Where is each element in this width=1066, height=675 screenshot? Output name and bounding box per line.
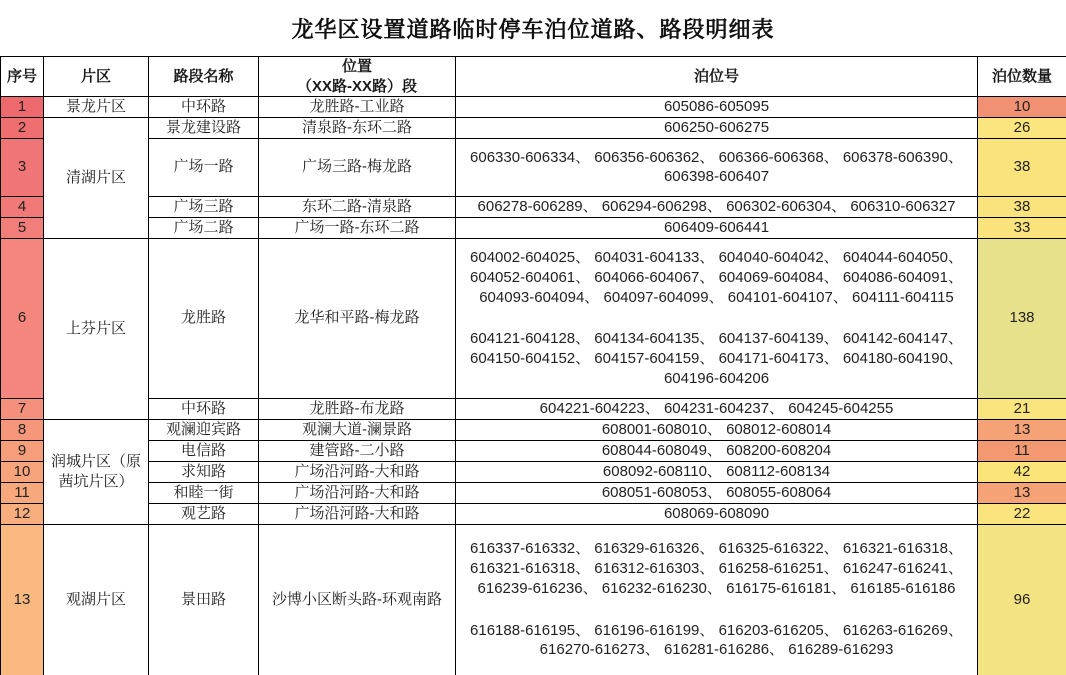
berth-count-cell: 22 [978,503,1066,524]
berth-numbers-cell [456,217,978,238]
seq-cell: 8 [1,419,44,440]
berth-count-cell: 38 [978,138,1066,196]
page-title: 龙华区设置道路临时停车泊位道路、路段明细表 [291,16,775,42]
berth-count-cell: 11 [978,440,1066,461]
location-cell: 东环二路-清泉路 [259,196,456,217]
berth-numbers-cell [456,482,978,503]
berth-numbers-cell [456,238,978,398]
location-cell: 清泉路-东环二路 [259,117,456,138]
berth-range-paragraph: 608001-608010、 608012-608014 [601,420,832,438]
berth-numbers-cell [456,503,978,524]
berth-count-cell: 33 [978,217,1066,238]
seq-cell: 9 [1,440,44,461]
table-row [1,440,1066,461]
berth-count-cell: 138 [978,238,1066,398]
location-cell: 广场一路-东环二路 [259,217,456,238]
seq-cell: 11 [1,482,44,503]
table-row [1,398,1066,419]
berth-numbers-cell [456,440,978,461]
col-header-road: 路段名称 [149,57,259,97]
berth-range-paragraph: 606330-606334、 606356-606362、 606366-606368、 606378-606390、 606398-606407 [470,148,963,186]
road-cell: 电信路 [149,440,259,461]
berth-range-paragraph: 608092-608110、 608112-608134 [602,462,831,480]
col-header-count: 泊位数量 [978,57,1066,97]
road-cell: 龙胜路 [149,238,259,398]
berth-range-paragraph: 608044-608049、 608200-608204 [601,441,832,459]
area-cell: 润城片区（原茜坑片区） [44,419,149,524]
berth-range-paragraph: 604121-604128、 604134-604135、 604137-604139、 604142-604147、 604150-604152、 604157-604159、 604171-604173、 604180-604190、 604196-604206 [470,330,963,387]
berth-numbers-cell [456,97,978,118]
table-row [1,524,1066,675]
seq-cell: 10 [1,461,44,482]
berth-range-paragraph: 606409-606441 [663,218,770,236]
road-cell: 观艺路 [149,503,259,524]
seq-cell: 2 [1,117,44,138]
table-row [1,238,1066,398]
road-cell: 景田路 [149,524,259,675]
location-cell: 龙华和平路-梅龙路 [259,238,456,398]
table-row [1,461,1066,482]
parking-berth-table [0,56,1066,675]
area-cell: 清湖片区 [44,117,149,238]
berth-numbers-cell [456,117,978,138]
seq-cell: 12 [1,503,44,524]
berth-count-cell: 13 [978,419,1066,440]
seq-cell: 6 [1,238,44,398]
berth-numbers-cell [456,138,978,196]
seq-cell: 3 [1,138,44,196]
area-cell: 上芬片区 [44,238,149,419]
road-cell: 广场三路 [149,196,259,217]
location-cell: 广场沿河路-大和路 [259,461,456,482]
berth-count-cell: 96 [978,524,1066,675]
area-cell: 景龙片区 [44,97,149,118]
location-cell: 沙博小区断头路-环观南路 [259,524,456,675]
berth-count-cell: 13 [978,482,1066,503]
location-cell: 广场沿河路-大和路 [259,482,456,503]
road-cell: 中环路 [149,398,259,419]
location-cell: 龙胜路-工业路 [259,97,456,118]
table-row [1,503,1066,524]
berth-range-paragraph: 606250-606275 [663,118,770,136]
seq-cell: 13 [1,524,44,675]
table-row [1,138,1066,196]
berth-count-cell: 38 [978,196,1066,217]
table-row [1,117,1066,138]
table-row [1,97,1066,118]
col-header-location-line1: 位置 [341,58,372,75]
table-row [1,482,1066,503]
col-header-location [259,57,456,97]
location-cell: 广场沿河路-大和路 [259,503,456,524]
berth-range-paragraph: 616188-616195、 616196-616199、 616203-616205、 616263-616269、 616270-616273、 616281-616286、 616289-616293 [470,621,963,659]
berth-count-cell: 10 [978,97,1066,118]
area-cell: 观湖片区 [44,524,149,675]
location-cell: 观澜大道-澜景路 [259,419,456,440]
berth-range-paragraph: 606278-606289、 606294-606298、 606302-606304、 606310-606327 [477,197,956,215]
road-cell: 广场一路 [149,138,259,196]
seq-cell: 4 [1,196,44,217]
location-cell: 建管路-二小路 [259,440,456,461]
berth-numbers-cell [456,419,978,440]
table-row [1,196,1066,217]
seq-cell: 1 [1,97,44,118]
col-header-seq: 序号 [1,57,44,97]
table-row [1,217,1066,238]
berth-count-cell: 21 [978,398,1066,419]
table-row [1,419,1066,440]
seq-cell: 5 [1,217,44,238]
road-cell: 观澜迎宾路 [149,419,259,440]
berth-range-paragraph: 604221-604223、 604231-604237、 604245-604255 [539,399,894,417]
location-cell: 龙胜路-布龙路 [259,398,456,419]
col-header-location-line2: （XX路-XX路）段 [296,77,417,95]
berth-numbers-cell [456,461,978,482]
road-cell: 广场二路 [149,217,259,238]
berth-range-paragraph: 616337-616332、 616329-616326、 616325-616322、 616321-616318、 616321-616318、 616312-616303、 616258-616251、 616247-616241、 616239-616236、 616232-616230、 616175-616181、 616185-616186 [470,540,963,598]
col-header-area: 片区 [44,57,149,97]
road-cell: 和睦一街 [149,482,259,503]
col-header-berths: 泊位号 [456,57,978,97]
berth-numbers-cell [456,196,978,217]
berth-numbers-cell [456,398,978,419]
seq-cell: 7 [1,398,44,419]
berth-count-cell: 26 [978,117,1066,138]
berth-range-paragraph: 605086-605095 [663,98,770,115]
header-row [1,57,1066,97]
berth-count-cell: 42 [978,461,1066,482]
berth-range-paragraph: 608051-608053、 608055-608064 [601,483,832,501]
road-cell: 求知路 [149,461,259,482]
berth-numbers-cell [456,524,978,675]
location-cell: 广场三路-梅龙路 [259,138,456,196]
road-cell: 景龙建设路 [149,117,259,138]
berth-range-paragraph: 608069-608090 [663,504,770,522]
berth-range-paragraph: 604002-604025、 604031-604133、 604040-604042、 604044-604050、 604052-604061、 604066-604067、 604069-604084、 604086-604091、 604093-604094、 604097-604099、 604101-604107、 604111-604115 [470,249,963,306]
road-cell: 中环路 [149,97,259,118]
